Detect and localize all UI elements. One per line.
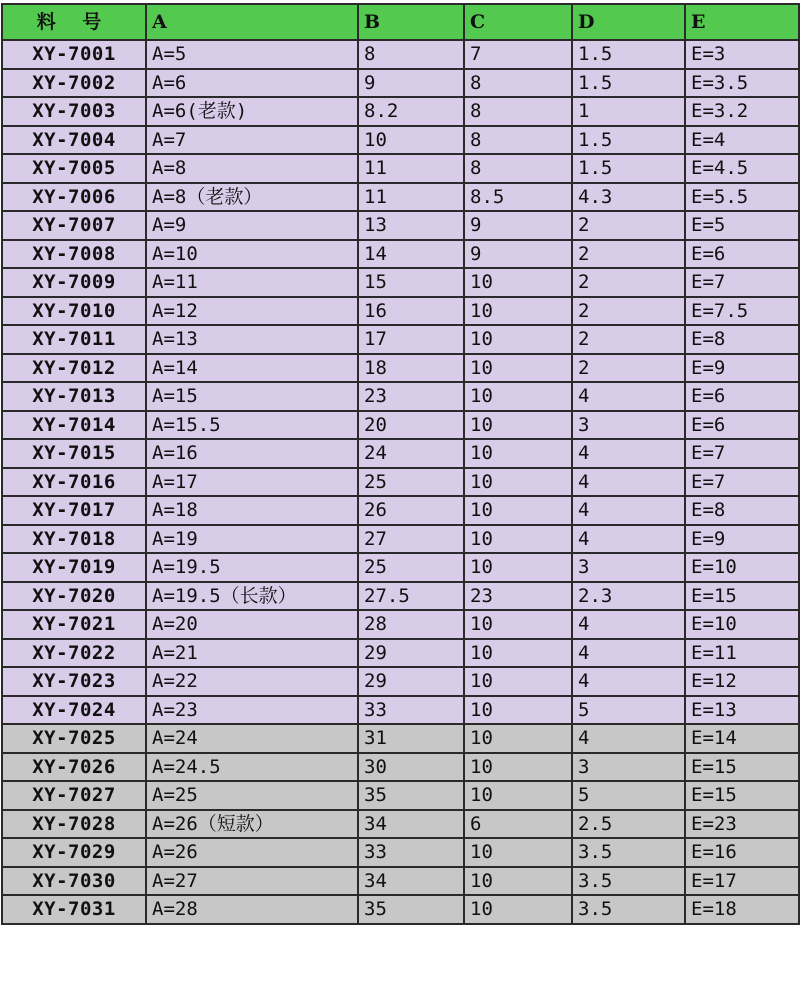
part-number-cell: XY-7014 — [2, 411, 146, 440]
d-cell: 2 — [572, 325, 685, 354]
table-row — [2, 411, 799, 440]
c-cell: 10 — [464, 838, 572, 867]
c-cell: 10 — [464, 696, 572, 725]
part-number-cell: XY-7016 — [2, 468, 146, 497]
part-number-cell: XY-7004 — [2, 126, 146, 155]
d-cell: 1.5 — [572, 154, 685, 183]
part-number-cell: XY-7030 — [2, 867, 146, 896]
d-cell: 3 — [572, 753, 685, 782]
b-cell: 30 — [358, 753, 464, 782]
a-cell: A=27 — [146, 867, 358, 896]
part-number-cell: XY-7028 — [2, 810, 146, 839]
table-row — [2, 382, 799, 411]
part-number-cell: XY-7005 — [2, 154, 146, 183]
d-cell: 3.5 — [572, 838, 685, 867]
e-cell: E=15 — [685, 582, 799, 611]
c-cell: 10 — [464, 297, 572, 326]
header-c: C — [464, 4, 572, 40]
table-row — [2, 439, 799, 468]
part-number-cell: XY-7013 — [2, 382, 146, 411]
part-number-cell: XY-7029 — [2, 838, 146, 867]
table-row — [2, 582, 799, 611]
table-row — [2, 696, 799, 725]
c-cell: 10 — [464, 553, 572, 582]
c-cell: 10 — [464, 610, 572, 639]
part-number-cell: XY-7026 — [2, 753, 146, 782]
c-cell: 10 — [464, 867, 572, 896]
e-cell: E=6 — [685, 411, 799, 440]
b-cell: 33 — [358, 696, 464, 725]
c-cell: 10 — [464, 411, 572, 440]
a-cell: A=14 — [146, 354, 358, 383]
d-cell: 3 — [572, 553, 685, 582]
header-part-number: 料 号 — [2, 4, 146, 40]
a-cell: A=24 — [146, 724, 358, 753]
d-cell: 4 — [572, 382, 685, 411]
e-cell: E=6 — [685, 240, 799, 269]
table-row — [2, 354, 799, 383]
e-cell: E=11 — [685, 639, 799, 668]
table-row — [2, 325, 799, 354]
b-cell: 29 — [358, 639, 464, 668]
part-number-cell: XY-7002 — [2, 69, 146, 98]
c-cell: 7 — [464, 40, 572, 69]
b-cell: 10 — [358, 126, 464, 155]
d-cell: 4 — [572, 667, 685, 696]
part-number-cell: XY-7019 — [2, 553, 146, 582]
part-number-cell: XY-7010 — [2, 297, 146, 326]
e-cell: E=7 — [685, 439, 799, 468]
c-cell: 10 — [464, 639, 572, 668]
c-cell: 8 — [464, 69, 572, 98]
b-cell: 17 — [358, 325, 464, 354]
c-cell: 10 — [464, 382, 572, 411]
spec-table — [1, 3, 800, 925]
d-cell: 5 — [572, 696, 685, 725]
part-number-cell: XY-7023 — [2, 667, 146, 696]
d-cell: 3.5 — [572, 867, 685, 896]
a-cell: A=19 — [146, 525, 358, 554]
c-cell: 8.5 — [464, 183, 572, 212]
e-cell: E=13 — [685, 696, 799, 725]
part-number-cell: XY-7009 — [2, 268, 146, 297]
header-b: B — [358, 4, 464, 40]
c-cell: 23 — [464, 582, 572, 611]
d-cell: 1.5 — [572, 126, 685, 155]
table-body — [2, 40, 799, 924]
a-cell: A=28 — [146, 895, 358, 924]
d-cell: 2.3 — [572, 582, 685, 611]
table-row — [2, 810, 799, 839]
table-row — [2, 753, 799, 782]
b-cell: 28 — [358, 610, 464, 639]
b-cell: 13 — [358, 211, 464, 240]
d-cell: 4 — [572, 639, 685, 668]
d-cell: 4 — [572, 468, 685, 497]
table-row — [2, 724, 799, 753]
table-row — [2, 525, 799, 554]
b-cell: 27 — [358, 525, 464, 554]
a-cell: A=12 — [146, 297, 358, 326]
c-cell: 10 — [464, 439, 572, 468]
e-cell: E=16 — [685, 838, 799, 867]
d-cell: 2.5 — [572, 810, 685, 839]
table-row — [2, 610, 799, 639]
b-cell: 18 — [358, 354, 464, 383]
c-cell: 10 — [464, 667, 572, 696]
e-cell: E=9 — [685, 525, 799, 554]
e-cell: E=8 — [685, 325, 799, 354]
a-cell: A=23 — [146, 696, 358, 725]
d-cell: 2 — [572, 268, 685, 297]
b-cell: 9 — [358, 69, 464, 98]
d-cell: 4 — [572, 439, 685, 468]
e-cell: E=10 — [685, 553, 799, 582]
a-cell: A=13 — [146, 325, 358, 354]
a-cell: A=22 — [146, 667, 358, 696]
a-cell: A=24.5 — [146, 753, 358, 782]
d-cell: 2 — [572, 211, 685, 240]
table-row — [2, 154, 799, 183]
a-cell: A=6 — [146, 69, 358, 98]
b-cell: 26 — [358, 496, 464, 525]
a-cell: A=21 — [146, 639, 358, 668]
c-cell: 10 — [464, 325, 572, 354]
part-number-cell: XY-7027 — [2, 781, 146, 810]
table-row — [2, 97, 799, 126]
a-cell: A=6(老款) — [146, 97, 358, 126]
d-cell: 2 — [572, 240, 685, 269]
a-cell: A=15.5 — [146, 411, 358, 440]
c-cell: 10 — [464, 895, 572, 924]
e-cell: E=12 — [685, 667, 799, 696]
a-cell: A=11 — [146, 268, 358, 297]
b-cell: 8 — [358, 40, 464, 69]
a-cell: A=20 — [146, 610, 358, 639]
c-cell: 9 — [464, 211, 572, 240]
b-cell: 14 — [358, 240, 464, 269]
table-row — [2, 781, 799, 810]
b-cell: 35 — [358, 781, 464, 810]
b-cell: 24 — [358, 439, 464, 468]
a-cell: A=9 — [146, 211, 358, 240]
d-cell: 4 — [572, 610, 685, 639]
b-cell: 16 — [358, 297, 464, 326]
part-number-cell: XY-7020 — [2, 582, 146, 611]
b-cell: 11 — [358, 154, 464, 183]
d-cell: 4 — [572, 525, 685, 554]
b-cell: 35 — [358, 895, 464, 924]
d-cell: 4.3 — [572, 183, 685, 212]
e-cell: E=9 — [685, 354, 799, 383]
e-cell: E=5 — [685, 211, 799, 240]
header-a: A — [146, 4, 358, 40]
header-d: D — [572, 4, 685, 40]
a-cell: A=26 — [146, 838, 358, 867]
b-cell: 11 — [358, 183, 464, 212]
part-number-cell: XY-7031 — [2, 895, 146, 924]
c-cell: 10 — [464, 496, 572, 525]
b-cell: 29 — [358, 667, 464, 696]
b-cell: 25 — [358, 553, 464, 582]
part-number-cell: XY-7022 — [2, 639, 146, 668]
table-row — [2, 126, 799, 155]
e-cell: E=4.5 — [685, 154, 799, 183]
e-cell: E=6 — [685, 382, 799, 411]
a-cell: A=18 — [146, 496, 358, 525]
table-row — [2, 40, 799, 69]
table-row — [2, 468, 799, 497]
c-cell: 10 — [464, 781, 572, 810]
part-number-cell: XY-7001 — [2, 40, 146, 69]
e-cell: E=7.5 — [685, 297, 799, 326]
a-cell: A=8（老款） — [146, 183, 358, 212]
e-cell: E=15 — [685, 781, 799, 810]
part-number-cell: XY-7007 — [2, 211, 146, 240]
a-cell: A=17 — [146, 468, 358, 497]
e-cell: E=18 — [685, 895, 799, 924]
d-cell: 1 — [572, 97, 685, 126]
table-row — [2, 639, 799, 668]
part-number-cell: XY-7008 — [2, 240, 146, 269]
table-row — [2, 211, 799, 240]
e-cell: E=3.5 — [685, 69, 799, 98]
b-cell: 8.2 — [358, 97, 464, 126]
e-cell: E=23 — [685, 810, 799, 839]
part-number-cell: XY-7025 — [2, 724, 146, 753]
b-cell: 34 — [358, 867, 464, 896]
a-cell: A=10 — [146, 240, 358, 269]
c-cell: 10 — [464, 525, 572, 554]
d-cell: 2 — [572, 297, 685, 326]
header-row — [2, 4, 799, 40]
a-cell: A=16 — [146, 439, 358, 468]
part-number-cell: XY-7003 — [2, 97, 146, 126]
c-cell: 9 — [464, 240, 572, 269]
a-cell: A=15 — [146, 382, 358, 411]
a-cell: A=19.5 — [146, 553, 358, 582]
part-number-cell: XY-7017 — [2, 496, 146, 525]
a-cell: A=19.5（长款） — [146, 582, 358, 611]
part-number-cell: XY-7015 — [2, 439, 146, 468]
part-number-cell: XY-7012 — [2, 354, 146, 383]
b-cell: 34 — [358, 810, 464, 839]
c-cell: 10 — [464, 724, 572, 753]
c-cell: 8 — [464, 97, 572, 126]
table-row — [2, 183, 799, 212]
e-cell: E=17 — [685, 867, 799, 896]
d-cell: 2 — [572, 354, 685, 383]
part-number-cell: XY-7006 — [2, 183, 146, 212]
e-cell: E=3.2 — [685, 97, 799, 126]
table-row — [2, 69, 799, 98]
table-row — [2, 838, 799, 867]
d-cell: 5 — [572, 781, 685, 810]
table-row — [2, 268, 799, 297]
b-cell: 23 — [358, 382, 464, 411]
e-cell: E=4 — [685, 126, 799, 155]
a-cell: A=7 — [146, 126, 358, 155]
a-cell: A=25 — [146, 781, 358, 810]
table-row — [2, 240, 799, 269]
e-cell: E=15 — [685, 753, 799, 782]
c-cell: 10 — [464, 468, 572, 497]
c-cell: 8 — [464, 154, 572, 183]
d-cell: 3.5 — [572, 895, 685, 924]
b-cell: 20 — [358, 411, 464, 440]
d-cell: 4 — [572, 724, 685, 753]
b-cell: 27.5 — [358, 582, 464, 611]
e-cell: E=8 — [685, 496, 799, 525]
a-cell: A=5 — [146, 40, 358, 69]
a-cell: A=26（短款） — [146, 810, 358, 839]
d-cell: 4 — [572, 496, 685, 525]
e-cell: E=7 — [685, 268, 799, 297]
part-number-cell: XY-7021 — [2, 610, 146, 639]
b-cell: 33 — [358, 838, 464, 867]
e-cell: E=5.5 — [685, 183, 799, 212]
part-number-cell: XY-7011 — [2, 325, 146, 354]
e-cell: E=14 — [685, 724, 799, 753]
a-cell: A=8 — [146, 154, 358, 183]
b-cell: 15 — [358, 268, 464, 297]
table-row — [2, 297, 799, 326]
table-row — [2, 667, 799, 696]
b-cell: 25 — [358, 468, 464, 497]
e-cell: E=10 — [685, 610, 799, 639]
d-cell: 3 — [572, 411, 685, 440]
c-cell: 10 — [464, 753, 572, 782]
table-row — [2, 895, 799, 924]
e-cell: E=7 — [685, 468, 799, 497]
c-cell: 8 — [464, 126, 572, 155]
b-cell: 31 — [358, 724, 464, 753]
e-cell: E=3 — [685, 40, 799, 69]
header-e: E — [685, 4, 799, 40]
c-cell: 10 — [464, 354, 572, 383]
part-number-cell: XY-7024 — [2, 696, 146, 725]
table-row — [2, 867, 799, 896]
d-cell: 1.5 — [572, 69, 685, 98]
d-cell: 1.5 — [572, 40, 685, 69]
c-cell: 10 — [464, 268, 572, 297]
table-row — [2, 496, 799, 525]
table-row — [2, 553, 799, 582]
c-cell: 6 — [464, 810, 572, 839]
part-number-cell: XY-7018 — [2, 525, 146, 554]
